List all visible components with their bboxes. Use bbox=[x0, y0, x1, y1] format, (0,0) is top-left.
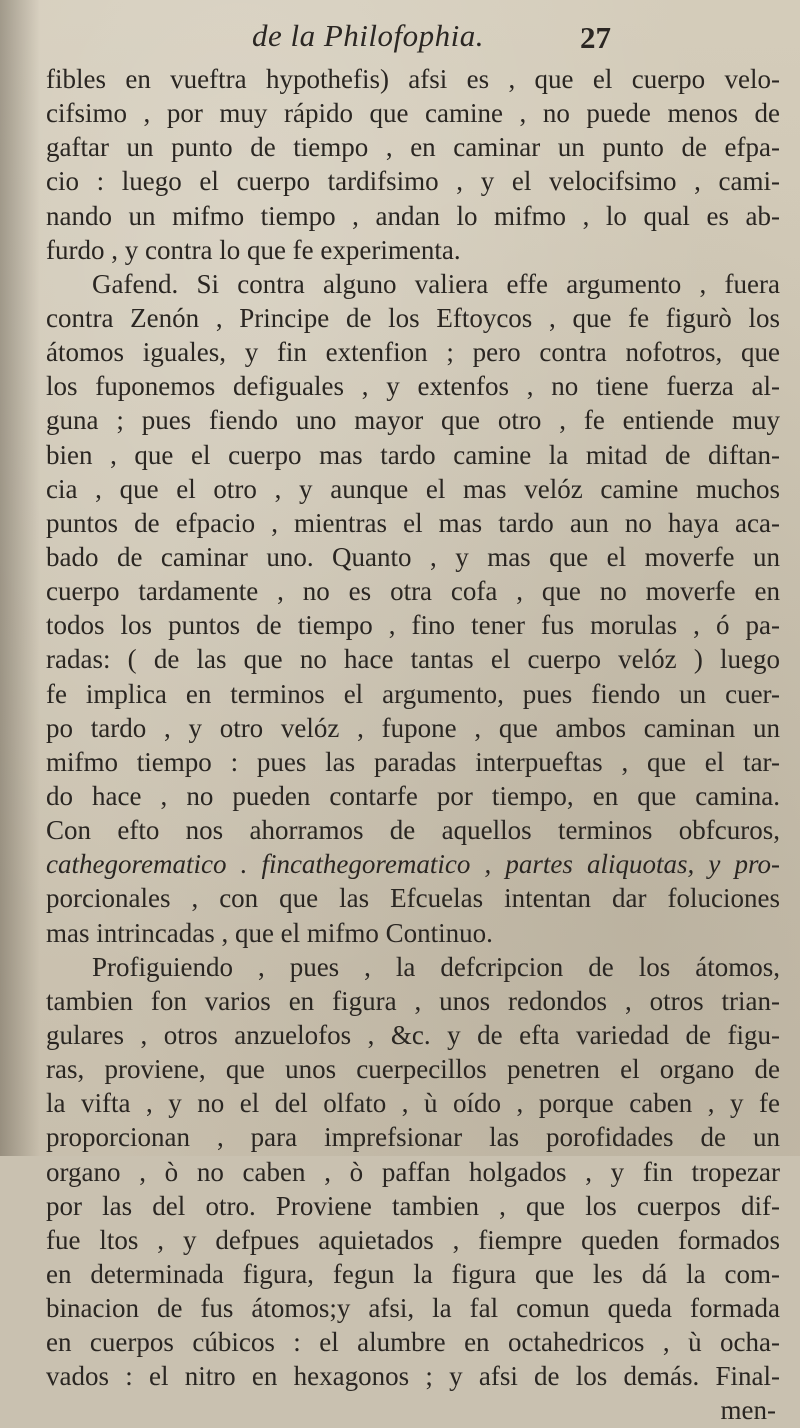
text-line: porcionales , con que las Efcuelas intentan dar foluciones bbox=[46, 883, 780, 914]
page-header bbox=[0, 14, 800, 56]
text-line: en determinada figura, fegun la figura que les dá la com- bbox=[46, 1258, 780, 1289]
text-line: Gafend. Si contra alguno valiera effe argumento , fuera bbox=[92, 268, 780, 299]
text-line: cifsimo , por muy rápido que camine , no puede menos de bbox=[46, 98, 780, 129]
text-line: gulares , otros anzuelofos , &c. y de efta variedad de figu- bbox=[46, 1019, 780, 1050]
text-line: fibles en vueftra hypothefis) afsi es , que el cuerpo velo- bbox=[46, 64, 780, 94]
text-line: átomos iguales, y fin extenfion ; pero contra nofotros, que bbox=[46, 337, 780, 368]
running-head: de la Philofophia. bbox=[252, 18, 485, 53]
text-line: furdo , y contra lo que fe experimenta. bbox=[46, 234, 461, 265]
text-line: contra Zenón , Principe de los Eftoycos , que fe figurò los bbox=[46, 302, 780, 333]
text-line: fe implica en terminos el argumento, pues fiendo un cuer- bbox=[46, 678, 780, 709]
text-line: vados : el nitro en hexagonos ; y afsi de los demás. Final- bbox=[46, 1361, 780, 1392]
gutter-shadow bbox=[0, 0, 40, 1156]
text-line: por las del otro. Proviene tambien , que los cuerpos dif- bbox=[46, 1190, 780, 1221]
text-line: cio : luego el cuerpo tardifsimo , y el velocifsimo , cami- bbox=[46, 166, 780, 197]
text-line: cathegorematico . fincathegorematico , partes aliquotas, y pro- bbox=[46, 849, 780, 880]
text-line: do hace , no pueden contarfe por tiempo, en que camina. bbox=[46, 780, 780, 811]
text-line: binacion de fus átomos;y afsi, la fal comun queda formada bbox=[46, 1293, 780, 1324]
text-line: nando un mifmo tiempo , andan lo mifmo , lo qual es ab- bbox=[46, 200, 780, 231]
page-number: 27 bbox=[580, 20, 611, 55]
text-line: cuerpo tardamente , no es otra cofa , que no moverfe en bbox=[46, 576, 780, 607]
text-line: ras, proviene, que unos cuerpecillos penetren el organo de bbox=[46, 1054, 780, 1085]
text-line: puntos de efpacio , mientras el mas tardo aun no haya aca- bbox=[46, 507, 780, 538]
text-line: los fuponemos defiguales , y extenfos , no tiene fuerza al- bbox=[46, 371, 780, 402]
text-line: gaftar un punto de tiempo , en caminar un punto de efpa- bbox=[46, 132, 780, 163]
text-line: guna ; pues fiendo uno mayor que otro , fe entiende muy bbox=[46, 405, 780, 436]
text-line: cia , que el otro , y aunque el mas velóz camine muchos bbox=[46, 473, 780, 504]
text-line: fue ltos , y defpues aquietados , fiempre queden formados bbox=[46, 1224, 780, 1255]
text-line: tambien fon varios en figura , unos redondos , otros trian- bbox=[46, 985, 780, 1016]
text-line: organo , ò no caben , ò paffan holgados , y fin tropezar bbox=[46, 1156, 780, 1187]
text-line: mas intrincadas , que el mifmo Continuo. bbox=[46, 917, 493, 948]
body-text bbox=[46, 62, 780, 1428]
text-line: radas: ( de las que no hace tantas el cuerpo velóz ) luego bbox=[46, 644, 780, 675]
text-line: Con efto nos ahorramos de aquellos terminos obfcuros, bbox=[46, 815, 780, 846]
text-line: bado de caminar uno. Quanto , y mas que el moverfe un bbox=[46, 541, 780, 572]
text-line: proporcionan , para imprefsionar las porofidades de un bbox=[46, 1122, 780, 1153]
text-line: todos los puntos de tiempo , fino tener fus morulas , ó pa- bbox=[46, 610, 780, 641]
text-line: po tardo , y otro velóz , fupone , que ambos caminan un bbox=[46, 712, 780, 743]
text-line: Profiguiendo , pues , la defcripcion de los átomos, bbox=[92, 951, 780, 982]
catchword: men- bbox=[720, 1395, 776, 1426]
text-line: la vifta , y no el del olfato , ù oído , porque caben , y fe bbox=[46, 1088, 780, 1119]
text-line: en cuerpos cúbicos : el alumbre en octahedricos , ù ocha- bbox=[46, 1327, 780, 1358]
text-line: mifmo tiempo : pues las paradas interpueftas , que el tar- bbox=[46, 746, 780, 777]
text-line: bien , que el cuerpo mas tardo camine la mitad de diftan- bbox=[46, 439, 780, 470]
